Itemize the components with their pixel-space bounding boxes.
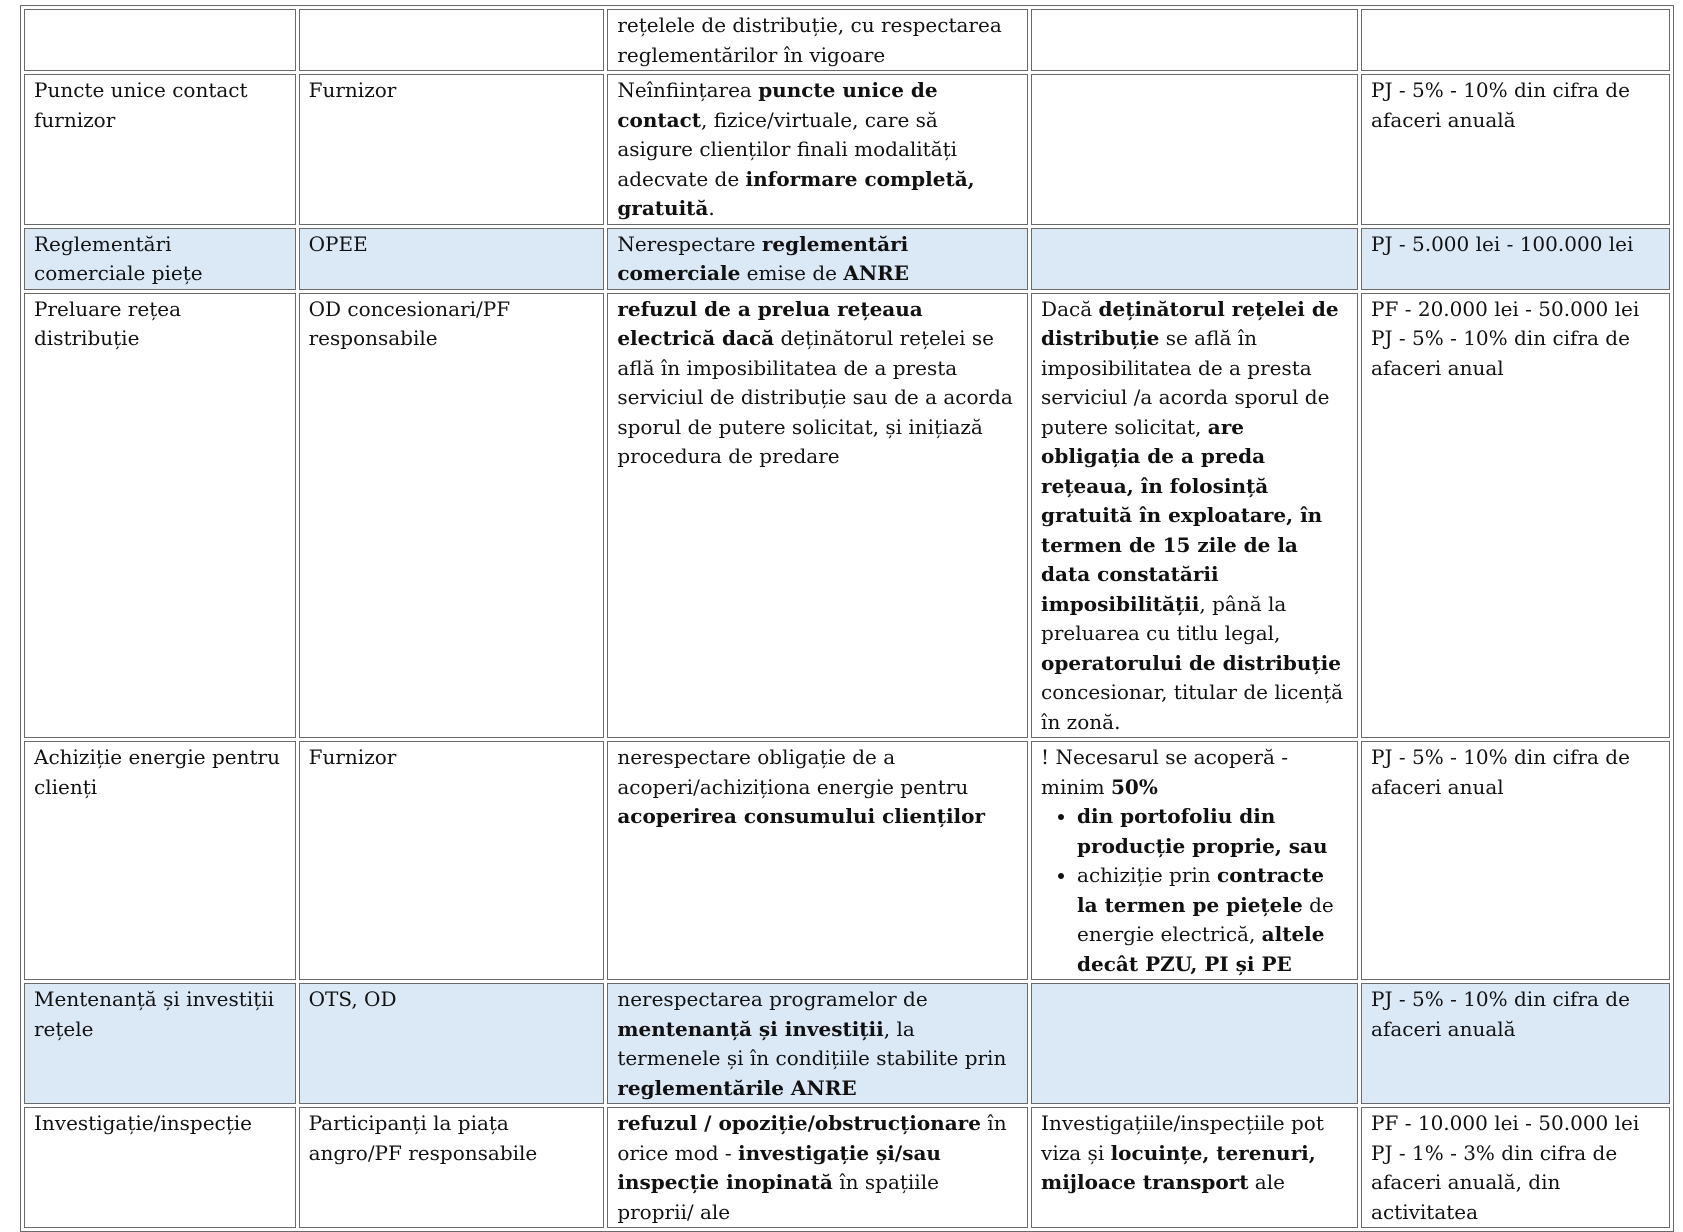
cell-notes <box>1031 741 1358 980</box>
bold-text: deținătorul rețelei de distribuție <box>1041 296 1339 350</box>
bold-text: puncte unice de contact <box>617 78 938 132</box>
cell-sanction <box>1361 741 1670 980</box>
cell-subject: Furnizor <box>299 741 605 980</box>
text-run: ale <box>1248 1170 1285 1194</box>
cell-violation <box>607 983 1028 1104</box>
text-run: rețelele de distribuție, cu respectarea reglementărilor în vigoare <box>617 13 1002 67</box>
text-run: Investigațiile/inspecțiile pot viza și <box>1041 1111 1324 1165</box>
text-run: Nerespectare <box>617 231 762 256</box>
bold-text: refuzul / opoziție/obstrucționare <box>617 1111 981 1135</box>
cell-subject: OTS, OD <box>299 983 605 1104</box>
cell-notes <box>1031 9 1358 71</box>
cell-notes <box>1031 74 1358 225</box>
sanction-line: PF - 10.000 lei - 50.000 lei <box>1371 1111 1640 1135</box>
cell-topic: Achiziție energie pentru clienți <box>24 741 296 980</box>
cell-violation <box>607 1107 1028 1228</box>
bold-text: refuzul de a prelua rețeaua electrică dacă <box>617 296 923 350</box>
cell-subject: OPEE <box>299 228 605 290</box>
table-row <box>24 293 1670 739</box>
notes-bullet-list <box>1041 802 1348 979</box>
sanction-line: PJ - 5% - 10% din cifra de afaceri anuală <box>1371 987 1630 1041</box>
bold-text: mentenanță și investiții <box>617 1016 884 1041</box>
cell-sanction <box>1361 983 1670 1104</box>
cell-subject <box>299 9 605 71</box>
cell-violation <box>607 293 1028 739</box>
cell-topic: Reglementări comerciale piețe <box>24 228 296 290</box>
cell-violation <box>607 9 1028 71</box>
sanction-line: PJ - 1% - 3% din cifra de afaceri anuală, din activitatea <box>1371 1140 1618 1224</box>
table-row <box>24 9 1670 71</box>
document-page <box>20 5 1674 1232</box>
sanction-line: PJ - 5% - 10% din cifra de afaceri anuală <box>1371 78 1630 132</box>
text-run: de energie electrică, <box>1077 892 1334 946</box>
sanction-line: PF - 20.000 lei - 50.000 lei <box>1371 296 1640 321</box>
text-run: în orice mod - <box>617 1111 1007 1165</box>
cell-violation <box>607 74 1028 225</box>
text-run: , fizice/virtuale, care să asigure clienților finali modalități adecvate de <box>617 107 958 191</box>
cell-topic: Puncte unice contact furnizor <box>24 74 296 225</box>
bold-text: ANRE <box>843 261 909 285</box>
text-run: în spațiile proprii/ ale <box>617 1170 939 1224</box>
text-run: , până la preluarea cu titlu legal, <box>1041 591 1287 645</box>
bold-text: contracte la termen pe piețele <box>1077 863 1324 917</box>
bold-text: din portofoliu din producție proprie, sau <box>1077 804 1328 858</box>
text-run: nerespectarea programelor de <box>617 987 928 1011</box>
cell-notes <box>1031 1107 1358 1228</box>
cell-topic: Mentenanță și investiții rețele <box>24 983 296 1104</box>
cell-violation <box>607 741 1028 980</box>
text-run: concesionar, titular de licență în zonă. <box>1041 680 1344 734</box>
cell-sanction <box>1361 228 1670 290</box>
sanction-line: PJ - 5% - 10% din cifra de afaceri anual <box>1371 326 1630 380</box>
cell-notes <box>1031 228 1358 290</box>
cell-sanction <box>1361 1107 1670 1228</box>
list-item <box>1077 802 1348 861</box>
cell-sanction <box>1361 9 1670 71</box>
bold-text: acoperirea consumului clienților <box>617 804 986 828</box>
list-item <box>1077 861 1348 979</box>
text-run: se află în imposibilitatea de a presta serviciul /a acorda sporul de putere solicitat, <box>1041 326 1330 439</box>
table-row <box>24 1107 1670 1228</box>
text-run: Neînființarea <box>617 78 759 102</box>
text-run: Dacă <box>1041 296 1099 321</box>
text-run: emise de <box>740 261 844 285</box>
bold-text: locuințe, terenuri, mijloace transport <box>1041 1140 1316 1194</box>
text-run: achiziție prin <box>1077 863 1218 887</box>
bold-text: altele decât PZU, PI și PE <box>1077 922 1325 976</box>
table-row <box>24 741 1670 980</box>
cell-notes <box>1031 293 1358 739</box>
table-body <box>24 9 1670 1228</box>
sanction-line: PJ - 5% - 10% din cifra de afaceri anual <box>1371 745 1630 799</box>
cell-sanction <box>1361 293 1670 739</box>
text-run: deținătorul rețelei se află în imposibilitatea de a presta serviciul de distribuție sau de a acorda sporul de putere solicitat, și inițiază procedura de predare <box>617 326 1013 468</box>
table-row-highlighted <box>24 228 1670 290</box>
cell-topic: Preluare rețea distribuție <box>24 293 296 739</box>
bold-text: reglementări comerciale <box>617 231 909 285</box>
cell-violation <box>607 228 1028 290</box>
bold-text: 50% <box>1111 774 1158 799</box>
cell-subject: Furnizor <box>299 74 605 225</box>
text-run: nerespectare obligație de a acoperi/achiziționa energie pentru <box>617 745 969 799</box>
cell-topic: Investigație/inspecție <box>24 1107 296 1228</box>
notes-intro <box>1041 743 1348 802</box>
bold-text: reglementările ANRE <box>617 1075 857 1100</box>
cell-sanction <box>1361 74 1670 225</box>
text-run: ! Necesarul se acoperă - minim <box>1041 745 1289 799</box>
cell-subject: Participanți la piața angro/PF responsabile <box>299 1107 605 1228</box>
cell-topic <box>24 9 296 71</box>
cell-notes <box>1031 983 1358 1104</box>
text-run: , la termenele și în condițiile stabilite prin <box>617 1016 1007 1070</box>
text-run: . <box>708 196 715 220</box>
cell-subject: OD concesionari/PF responsabile <box>299 293 605 739</box>
bold-text: informare completă, gratuită <box>617 166 975 220</box>
sanction-line: PJ - 5.000 lei - 100.000 lei <box>1371 231 1634 256</box>
bold-text: operatorului de distribuție <box>1041 650 1341 675</box>
bold-text: investigație și/sau inspecție inopinată <box>617 1140 941 1194</box>
sanctions-table <box>20 5 1674 1232</box>
table-row-highlighted <box>24 983 1670 1104</box>
table-row <box>24 74 1670 225</box>
bold-text: are obligația de a preda rețeaua, în folosință gratuită în exploatare, în termen de 15 zile de la data constatării imposibilității <box>1041 414 1323 616</box>
